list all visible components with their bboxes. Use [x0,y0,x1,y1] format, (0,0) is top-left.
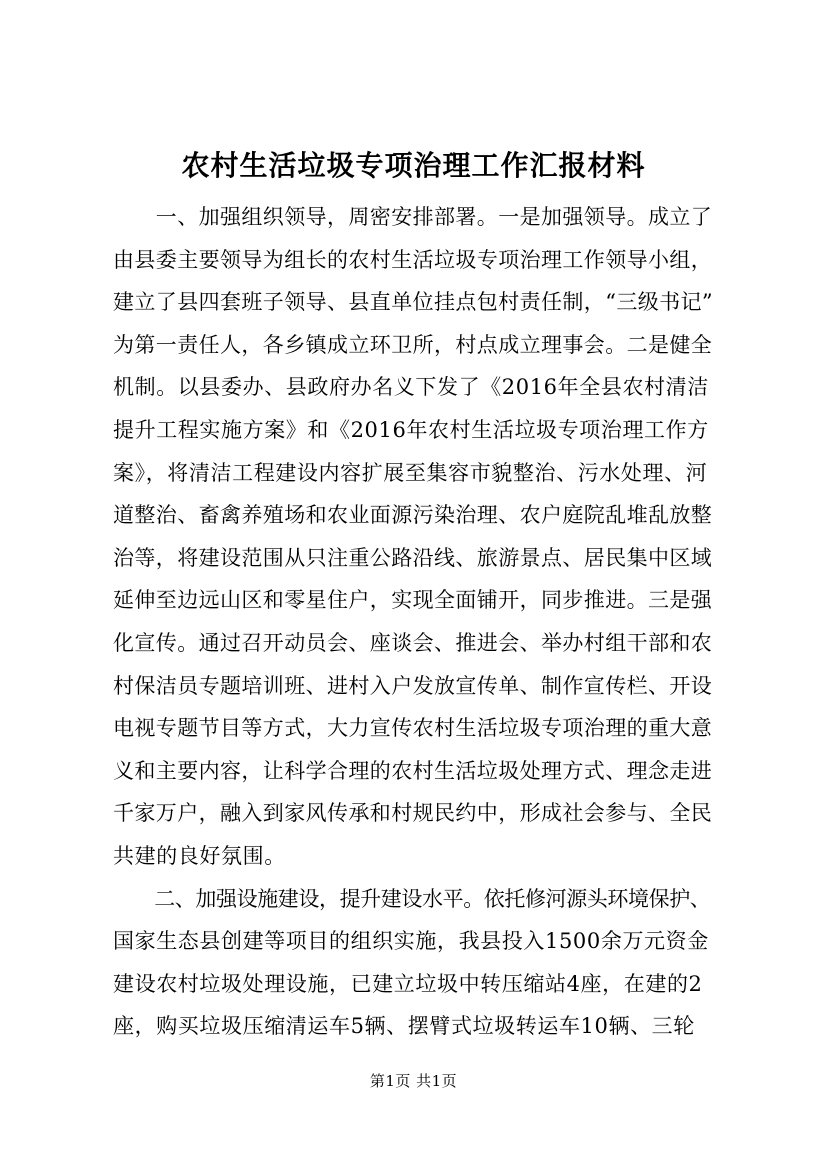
body-text-line: 提升工程实施方案》和《2016年农村生活垃圾专项治理工作方 [113,418,709,442]
body-text-line: 村保洁员专题培训班、进村入户发放宣传单、制作宣传栏、开设 [113,673,713,698]
body-text-line: 千家万户，融入到家风传承和村规民约中，形成社会参与、全民 [113,801,713,826]
page-number-footer: 第1页 共1页 [369,1072,458,1090]
body-text-line: 一、加强组织领导，周密安排部署。一是加强领导。成立了 [113,205,713,229]
body-text-line: 电视专题节目等方式，大力宣传农村生活垃圾专项治理的重大意 [113,716,713,741]
body-text-line: 化宣传。通过召开动员会、座谈会、推进会、举办村组干部和农 [113,631,713,655]
body-text-line: 共建的良好氛围。 [113,844,286,868]
body-text-line: 治等，将建设范围从只注重公路沿线、旅游景点、居民集中区域 [113,545,713,570]
body-text-line: 由县委主要领导为组长的农村生活垃圾专项治理工作领导小组， [113,247,713,272]
body-text-line: 延伸至边远山区和零星住户，实现全面铺开，同步推进。三是强 [113,588,713,613]
body-text-line: 建设农村垃圾处理设施，已建立垃圾中转压缩站4座，在建的2 [113,971,703,996]
body-text-line: 义和主要内容，让科学合理的农村生活垃圾处理方式、理念走进 [113,758,713,783]
document-title: 农村生活垃圾专项治理工作汇报材料 [181,149,646,182]
body-text-line: 机制。以县委办、县政府办名义下发了《2016年全县农村清洁 [113,375,709,400]
body-text-line: 国家生态县创建等项目的组织实施，我县投入1500余万元资金 [113,929,709,954]
body-text-line: 案》，将清洁工程建设内容扩展至集容市貌整治、污水处理、河 [113,460,708,485]
body-text-line: 座，购买垃圾压缩清运车5辆、摆臂式垃圾转运车10辆、三轮 [113,1014,695,1039]
body-text-line: 二、加强设施建设，提升建设水平。依托修河源头环境保护、 [113,886,711,911]
body-text-line: 建立了县四套班子领导、县直单位挂点包村责任制，“三级书记” [113,290,714,315]
body-text-line: 道整治、畜禽养殖场和农业面源污染治理、农户庭院乱堆乱放整 [113,503,713,528]
body-text-line: 为第一责任人，各乡镇成立环卫所，村点成立理事会。二是健全 [113,332,713,357]
